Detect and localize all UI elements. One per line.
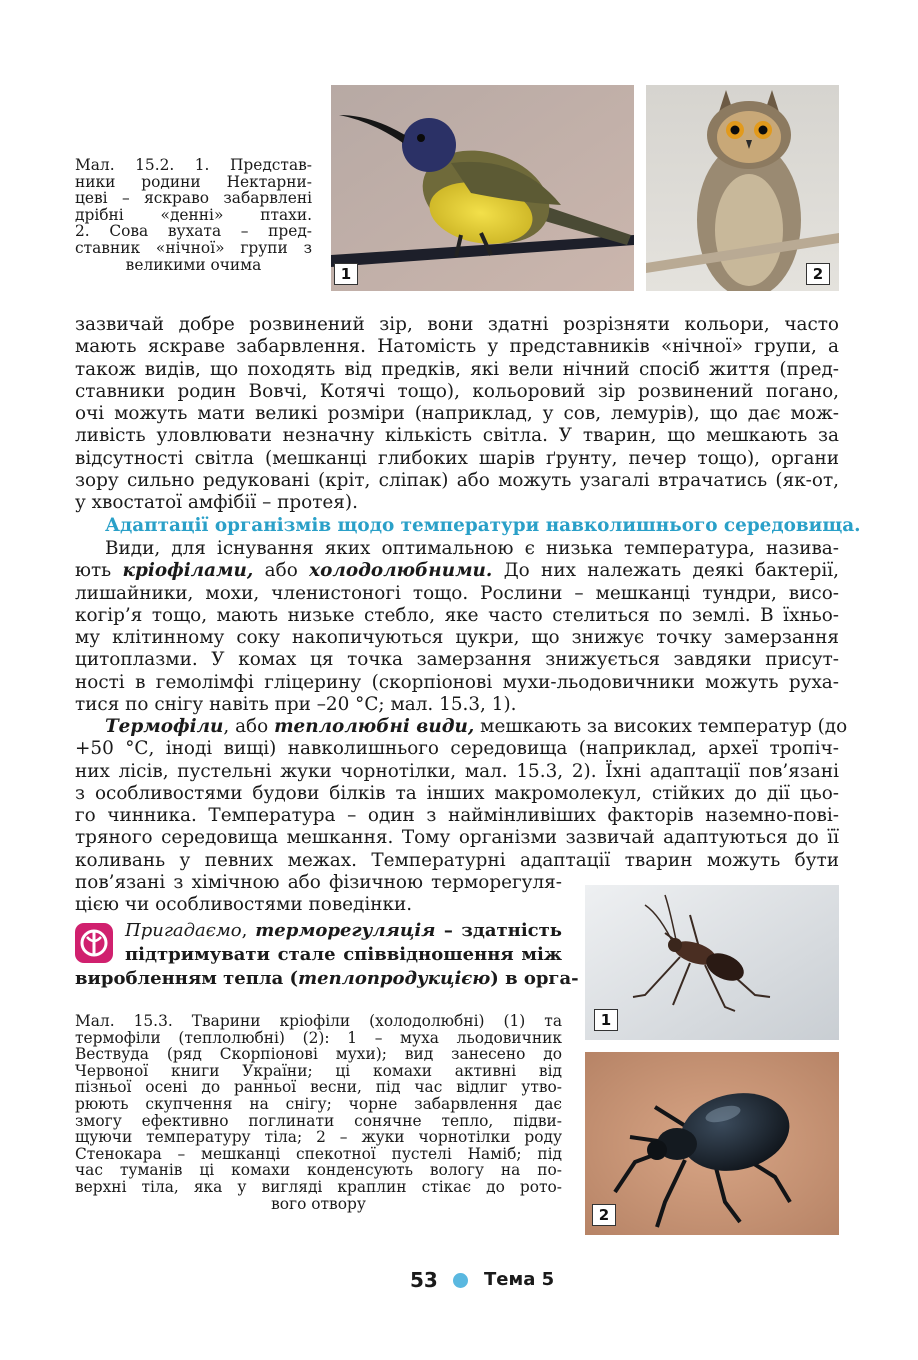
caption-line: пізньої осені до ранньої весни, під час відлиг утво- — [75, 1078, 562, 1097]
text-line: коливань у певних межах. Температурні адаптації тварин можуть бути — [75, 849, 839, 871]
caption-line: вого отвору — [271, 1194, 366, 1213]
sunbird-illustration — [331, 85, 634, 291]
text-line — [75, 560, 839, 582]
text-line: когір’я тощо, мають низьке стебло, яке часто стелиться по землі. В їхньо- — [75, 604, 839, 626]
text-run: – здатність — [435, 920, 562, 941]
term-thermoregulation: терморегуляція — [255, 920, 436, 941]
page-number: 53 — [410, 1268, 438, 1292]
caption-line: верхні тіла, яка у вигляді краплин стікає до рото- — [75, 1177, 562, 1196]
text-run: виробленням тепла ( — [75, 968, 299, 989]
text-line: го чинника. Температура – один з наймінливіших факторів наземно-пові- — [75, 805, 839, 827]
photo-badge-2: 2 — [806, 263, 830, 285]
term-cryophiles: кріофілами, — [122, 560, 254, 582]
topic-label: Тема 5 — [484, 1269, 555, 1290]
text-run: ) в орга- — [490, 968, 579, 989]
text-line: зору сильно редуковані (кріт, сліпак) або можуть узагалі втрачатись (як-от, — [75, 470, 839, 492]
text-line: му клітинному соку накопичуються цукри, що знижує точку замерзання — [75, 627, 839, 649]
figure-15-2-caption — [75, 157, 312, 273]
text-line — [75, 967, 579, 991]
text-run: ють — [75, 560, 123, 582]
caption-line: Червоної книги України; ці комахи активні від — [75, 1061, 562, 1080]
text-line: них лісів, пустельні жуки чорнотілки, мал. 15.3, 2). Їхні адаптації пов’язані — [75, 760, 839, 782]
footer-dot-icon — [453, 1273, 468, 1288]
caption-line: Мал. 15.3. Тварини кріофіли (холодолюбні) (1) та — [75, 1012, 562, 1030]
text-line: пов’язані з хімічною або фізичною терморегуля- — [75, 872, 562, 893]
caption-line: змогу ефективно поглинати сонячне тепло, підви- — [75, 1111, 562, 1130]
sunbird-photo — [331, 85, 634, 291]
term-cold-loving: холодолюбними. — [309, 560, 493, 582]
caption-line: час туманів ці комахи конденсують вологу на по- — [75, 1161, 562, 1180]
paragraph-thermophiles — [75, 716, 848, 872]
caption-line: щуючи температуру тіла; 2 – жуки чорнотілки роду — [75, 1128, 562, 1147]
figure-15-3-caption — [75, 1013, 562, 1212]
remember-text — [125, 919, 562, 967]
term-heat-production: теплопродукцією — [298, 968, 491, 989]
caption-line: рюють скупчення на снігу; чорне забарвлення дає — [75, 1094, 562, 1113]
text-line: мають яскраве забарвлення. Натомість у представників «нічної» групи, а — [75, 336, 839, 358]
text-line: +50 °С, іноді вищі) навколишнього середовища (наприклад, археї тропіч- — [75, 738, 839, 760]
text-run: , — [241, 920, 256, 941]
remember-label: Пригадаємо — [125, 920, 242, 941]
text-run: , або — [223, 716, 275, 737]
term-heat-loving: теплолюбні види, — [274, 716, 475, 737]
text-line: також видів, що походять від предків, які вели нічний спосіб життя (пред- — [75, 358, 839, 380]
caption-line: Вествуда (ряд Скорпіонові мухи); вид занесено до — [75, 1045, 562, 1064]
photo-badge-1: 1 — [334, 263, 358, 285]
text-line: тися по снігу навіть при –20 °С; мал. 15.3, 1). — [75, 694, 517, 716]
text-line: цитоплазми. У комах ця точка замерзання знижується завдяки присут- — [75, 649, 839, 671]
text-line: очі можуть мати великі розміри (наприклад, у сов, лемурів), що дає мож- — [75, 403, 839, 425]
caption-line: Стенокара – мешканці спекотної пустелі Наміб; під — [75, 1144, 562, 1163]
text-run: мешкають за високих температур (до — [474, 716, 848, 737]
caption-line: ставник «нічної» групи з — [75, 238, 312, 257]
caption-line: дрібні «денні» птахи. — [75, 205, 312, 224]
darkling-beetle-illustration — [585, 1052, 839, 1235]
text-line: цією чи особливостями поведінки. — [75, 894, 413, 916]
caption-line: 2. Сова вухата – пред- — [75, 222, 312, 241]
text-line: ливість уловлювати незначну кількість світла. У тварин, що мешкають за — [75, 425, 839, 447]
caption-line: ники родини Нектарни- — [75, 172, 312, 191]
caption-line: термофіли (теплолюбні) (2): 1 – муха льодовичник — [75, 1028, 562, 1047]
text-line — [125, 919, 562, 943]
caption-line: Мал. 15.2. 1. Представ- — [75, 156, 312, 174]
text-line: у хвостатої амфібії – протея). — [75, 492, 358, 514]
section-heading-text: Адаптації організмів щодо температури навколишнього середовища. — [105, 515, 861, 536]
text-line: зазвичай добре розвинений зір, вони здатні розрізняти кольори, часто — [75, 314, 839, 335]
snow-fly-photo — [585, 885, 839, 1040]
paragraph-cryophiles — [75, 538, 839, 716]
text-run: До них належать деякі бактерії, — [492, 560, 839, 582]
owl-illustration — [646, 85, 839, 291]
text-line: ставники родин Вовчі, Котячі тощо), кольоровий зір розвинений погано, — [75, 380, 839, 402]
text-line: відсутності світла (мешканці глибоких шарів ґрунту, печер тощо), органи — [75, 447, 839, 469]
paragraph-vision — [75, 314, 839, 515]
text-line — [125, 943, 562, 967]
text-line: тряного середовища мешкання. Тому організми зазвичай адаптуються до її — [75, 827, 839, 849]
section-heading — [75, 515, 861, 537]
paragraph-thermophiles-end — [75, 872, 562, 917]
caption-line: цеві – яскраво забарвлені — [75, 189, 312, 208]
photo-badge-2: 2 — [592, 1204, 616, 1226]
text-line — [75, 716, 848, 738]
text-run: або — [253, 560, 310, 582]
text-line: Види, для існування яких оптимальною є низька температура, назива- — [105, 538, 839, 559]
owl-photo — [646, 85, 839, 291]
text-line: з особливостями будови білків та інших макромолекул, стійких до дії цьо- — [75, 782, 839, 804]
remember-icon — [75, 923, 113, 963]
text-line: лишайники, мохи, членистоногі тощо. Рослини – мешканці тундри, висо- — [75, 582, 839, 604]
darkling-beetle-photo — [585, 1052, 839, 1235]
text-line: ності в гемолімфі гліцерину (скорпіонові мухи-льодовичники можуть руха- — [75, 671, 839, 693]
term-thermophiles: Термофіли — [105, 716, 224, 737]
remember-text-wide — [75, 967, 579, 991]
photo-badge-1: 1 — [594, 1009, 618, 1031]
caption-line: великими очима — [125, 255, 262, 274]
text-run: підтримувати сталe співвідношення між — [125, 944, 562, 965]
snow-fly-illustration — [585, 885, 839, 1040]
